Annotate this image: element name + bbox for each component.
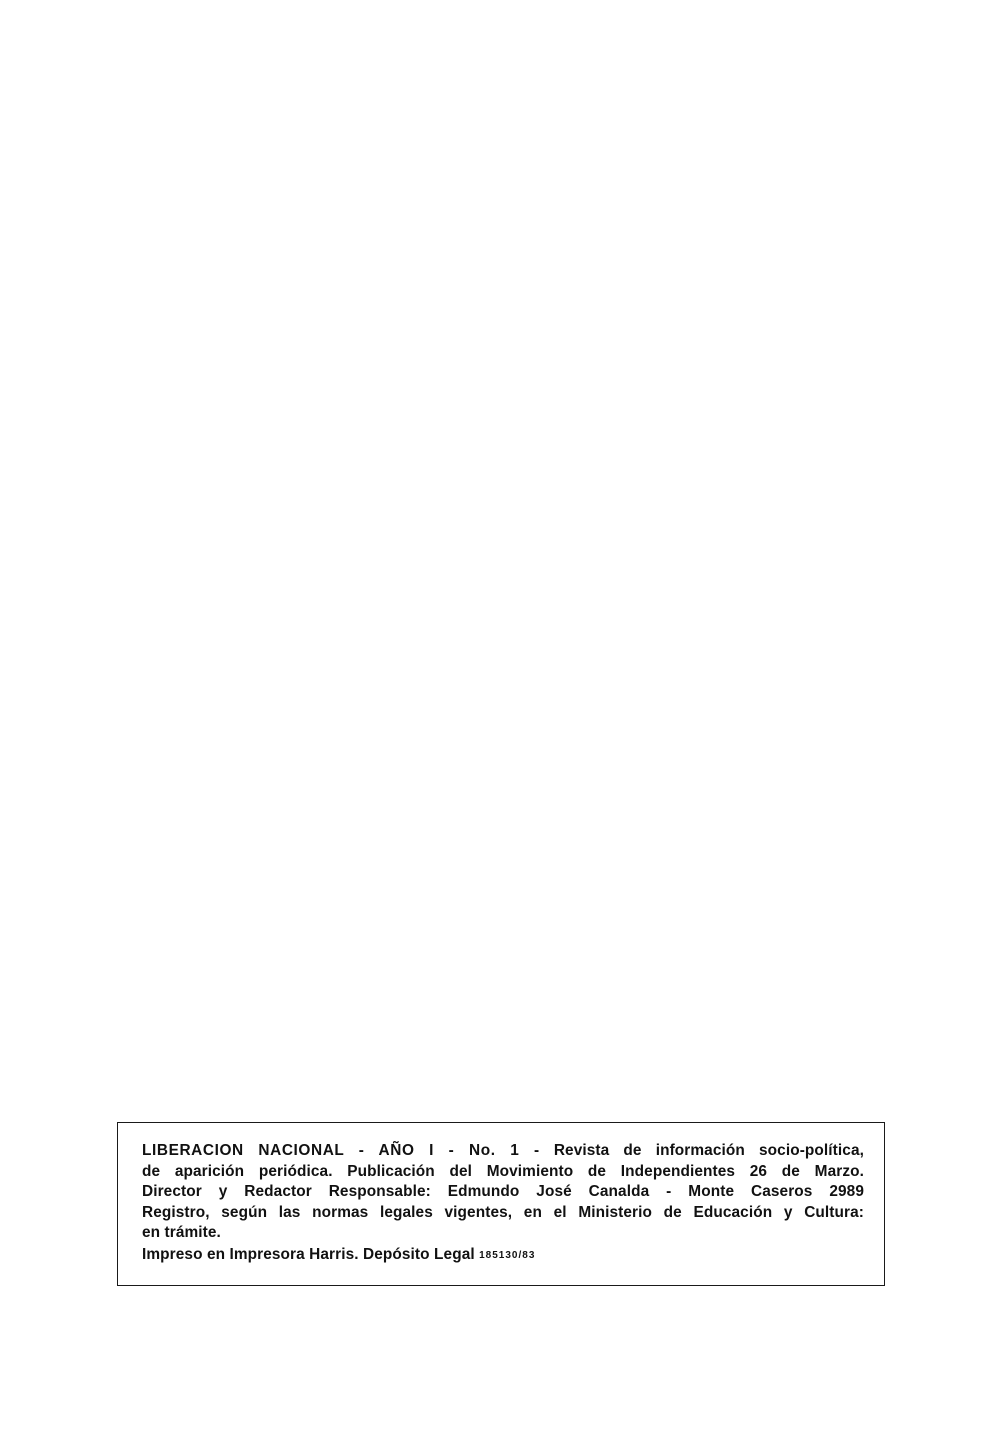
publication-title: LIBERACION NACIONAL - AÑO I - No. 1 -	[142, 1142, 540, 1159]
colophon-line-director: Director y Redactor Responsable: Edmundo José Canalda - Monte Caseros 2989	[142, 1183, 864, 1200]
publication-description: Revista de información socio-política,	[553, 1142, 864, 1159]
colophon-box	[117, 1122, 885, 1286]
colophon-line-publisher: de aparición periódica. Publicación del Movimiento de Independientes 26 de Marzo.	[142, 1162, 864, 1180]
colophon-line-printer	[142, 1245, 864, 1267]
printer-text: Impreso en Impresora Harris. Depósito Legal	[142, 1245, 475, 1263]
colophon-line-masthead	[142, 1141, 864, 1162]
legal-deposit-number: 185130/83	[479, 1249, 536, 1261]
colophon-line-registry: Registro, según las normas legales vigentes, en el Ministerio de Educación y Cultura:	[142, 1203, 864, 1221]
colophon-line-registry-status: en trámite.	[142, 1224, 221, 1241]
